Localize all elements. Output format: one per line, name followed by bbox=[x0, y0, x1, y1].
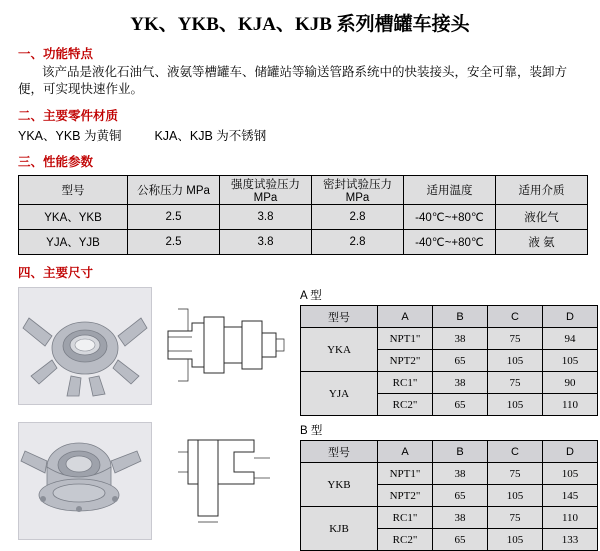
table-row bbox=[301, 372, 598, 394]
perf-cell: YJA、YJB bbox=[19, 230, 128, 255]
table-row bbox=[19, 205, 588, 230]
dim-a-header-d: D bbox=[543, 306, 598, 328]
perf-cell: 3.8 bbox=[220, 205, 312, 230]
product-drawing-b bbox=[158, 422, 290, 538]
dim-cell: 133 bbox=[543, 529, 598, 551]
perf-header-medium: 适用介质 bbox=[496, 176, 588, 205]
perf-header-temperature: 适用温度 bbox=[404, 176, 496, 205]
dim-cell: 38 bbox=[433, 463, 488, 485]
dim-b-header-a: A bbox=[378, 441, 433, 463]
table-row bbox=[19, 230, 588, 255]
dim-cell: 105 bbox=[488, 529, 543, 551]
dim-cell: 75 bbox=[488, 372, 543, 394]
dim-cell: 110 bbox=[543, 507, 598, 529]
dim-cell: 75 bbox=[488, 463, 543, 485]
perf-cell: 2.8 bbox=[312, 205, 404, 230]
section-heading-features: 一、功能特点 bbox=[18, 47, 94, 61]
dim-b-header-d: D bbox=[543, 441, 598, 463]
perf-cell: 3.8 bbox=[220, 230, 312, 255]
table-row bbox=[301, 463, 598, 485]
perf-cell: YKA、YKB bbox=[19, 205, 128, 230]
perf-cell: 液化气 bbox=[496, 205, 588, 230]
dim-cell: RC1" bbox=[378, 507, 433, 529]
dim-cell: 65 bbox=[433, 529, 488, 551]
dim-b-header-model: 型号 bbox=[301, 441, 378, 463]
dim-a-header-model: 型号 bbox=[301, 306, 378, 328]
perf-cell: 2.5 bbox=[128, 230, 220, 255]
dim-cell: 105 bbox=[543, 463, 598, 485]
dim-cell: 105 bbox=[488, 485, 543, 507]
dim-cell: NPT2" bbox=[378, 350, 433, 372]
perf-header-model: 型号 bbox=[19, 176, 128, 205]
dim-cell: RC1" bbox=[378, 372, 433, 394]
photo-a-graphic bbox=[19, 288, 151, 404]
material-line bbox=[18, 126, 600, 144]
section-heading-performance: 三、性能参数 bbox=[18, 155, 94, 169]
dim-cell: RC2" bbox=[378, 394, 433, 416]
dim-cell: 105 bbox=[488, 394, 543, 416]
table-header-row bbox=[301, 441, 598, 463]
dimension-block-a bbox=[18, 287, 600, 416]
product-photo-a bbox=[18, 287, 152, 405]
type-label-b: B 型 bbox=[300, 425, 323, 437]
table-row bbox=[301, 328, 598, 350]
perf-header-seal-pressure: 密封试验压力 MPa bbox=[312, 176, 404, 205]
perf-header-nominal-pressure: 公称压力 MPa bbox=[128, 176, 220, 205]
dim-b-model-kjb: KJB bbox=[301, 507, 378, 551]
drawing-b-graphic bbox=[158, 422, 290, 538]
dim-cell: 105 bbox=[543, 350, 598, 372]
type-label-a: A 型 bbox=[300, 290, 322, 302]
perf-header-strength-pressure: 强度试验压力 MPa bbox=[220, 176, 312, 205]
table-header-row bbox=[19, 176, 588, 205]
photo-b-graphic bbox=[19, 423, 151, 539]
dimensions-section bbox=[0, 287, 600, 551]
dim-cell: NPT1" bbox=[378, 328, 433, 350]
product-drawing-a bbox=[158, 287, 290, 403]
dim-cell: 38 bbox=[433, 507, 488, 529]
material-left-text: YKA、YKB 为黄铜 bbox=[18, 129, 122, 143]
section-heading-dimensions: 四、主要尺寸 bbox=[18, 266, 94, 280]
perf-cell: 2.8 bbox=[312, 230, 404, 255]
dim-cell: 38 bbox=[433, 328, 488, 350]
section-heading-material: 二、主要零件材质 bbox=[18, 109, 119, 123]
features-body-text: 该产品是液化石油气、液氨等槽罐车、储罐站等输送管路系统中的快装接头，安全可靠，装卸方便，可实现快速作业。 bbox=[18, 65, 568, 96]
dim-b-header-b: B bbox=[433, 441, 488, 463]
dim-a-header-a: A bbox=[378, 306, 433, 328]
dim-a-header-b: B bbox=[433, 306, 488, 328]
dimension-table-a-wrap bbox=[300, 287, 592, 416]
dim-cell: 94 bbox=[543, 328, 598, 350]
dim-a-model-yja: YJA bbox=[301, 372, 378, 416]
dim-cell: 110 bbox=[543, 394, 598, 416]
dim-cell: RC2" bbox=[378, 529, 433, 551]
dim-cell: 105 bbox=[488, 350, 543, 372]
page-title: YK、YKB、KJA、KJB 系列槽罐车接头 bbox=[130, 14, 470, 35]
performance-table bbox=[18, 175, 588, 255]
perf-cell: -40℃~+80℃ bbox=[404, 230, 496, 255]
dim-cell: 65 bbox=[433, 350, 488, 372]
dim-cell: 75 bbox=[488, 507, 543, 529]
dimension-table-b bbox=[300, 440, 598, 551]
dimension-block-b bbox=[18, 422, 600, 551]
dim-cell: 65 bbox=[433, 485, 488, 507]
dim-cell: 65 bbox=[433, 394, 488, 416]
table-header-row bbox=[301, 306, 598, 328]
material-right-text: KJA、KJB 为不锈钢 bbox=[154, 129, 267, 143]
dim-a-model-yka: YKA bbox=[301, 328, 378, 372]
dim-cell: NPT2" bbox=[378, 485, 433, 507]
dim-cell: 145 bbox=[543, 485, 598, 507]
perf-cell: 2.5 bbox=[128, 205, 220, 230]
perf-cell: 液 氨 bbox=[496, 230, 588, 255]
dim-b-header-c: C bbox=[488, 441, 543, 463]
product-photo-b bbox=[18, 422, 152, 540]
dim-a-header-c: C bbox=[488, 306, 543, 328]
dimension-table-b-wrap bbox=[300, 422, 592, 551]
dim-cell: 38 bbox=[433, 372, 488, 394]
dim-cell: 90 bbox=[543, 372, 598, 394]
perf-cell: -40℃~+80℃ bbox=[404, 205, 496, 230]
drawing-a-graphic bbox=[158, 287, 290, 403]
dimension-table-a bbox=[300, 305, 598, 416]
dim-b-model-ykb: YKB bbox=[301, 463, 378, 507]
table-row bbox=[301, 507, 598, 529]
dim-cell: NPT1" bbox=[378, 463, 433, 485]
dim-cell: 75 bbox=[488, 328, 543, 350]
